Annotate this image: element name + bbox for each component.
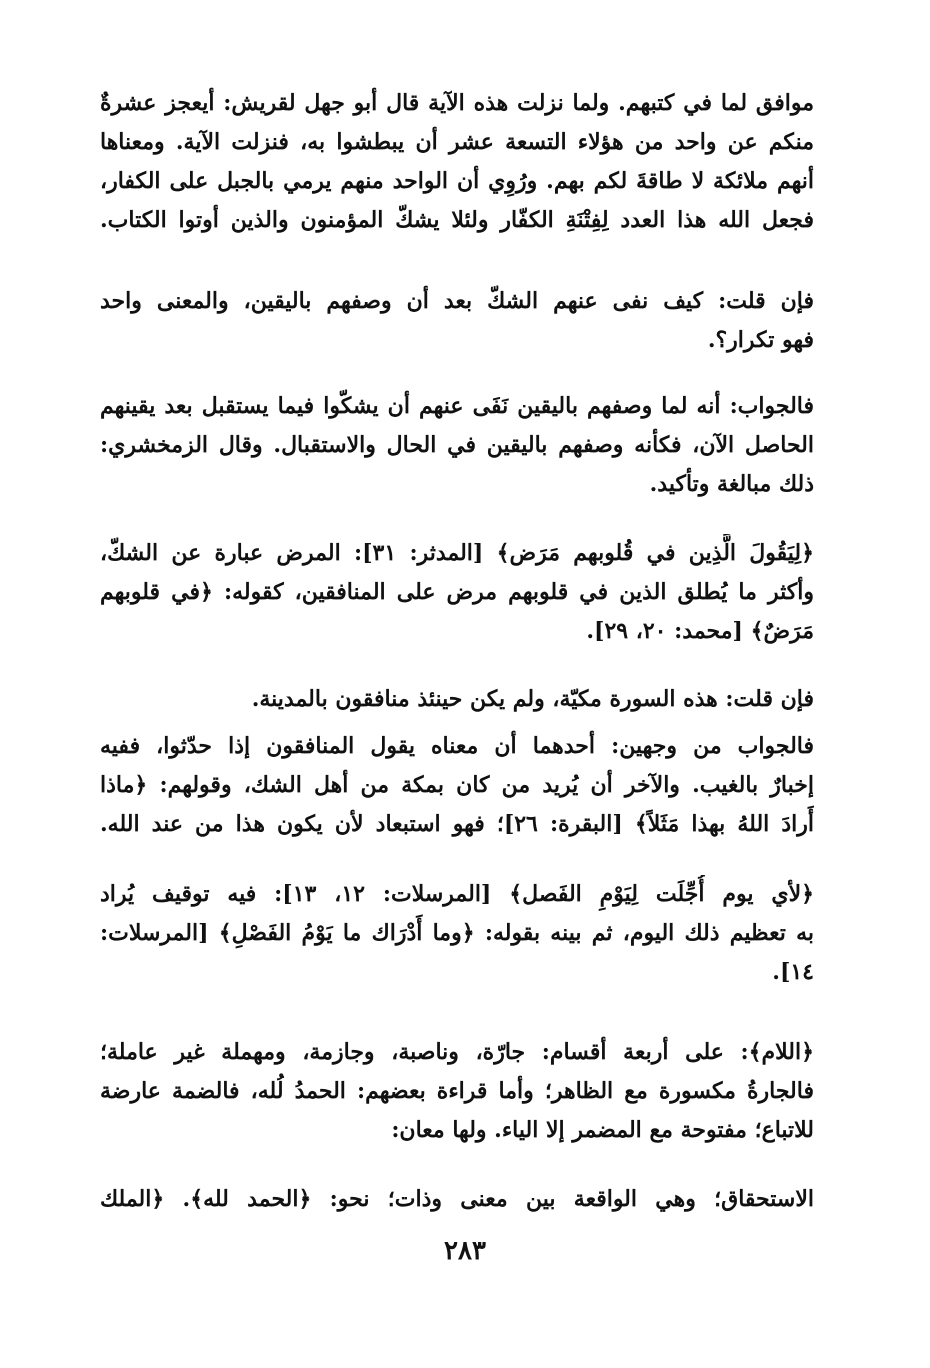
paragraph-9 [100,1180,814,1219]
page-number: ٢٨٣ [444,1236,486,1266]
text-line: إخبارٌ بالغيب. والآخر أن يُريد من كان بمكة من أهل الشك، وقولهم: ﴿ماذا [100,772,814,798]
text-line: فهو تكرار؟. [707,327,814,353]
text-line: منكم عن واحد من هؤلاء التسعة عشر أن يبطشوا به، فنزلت الآية. ومعناها [100,129,814,155]
text-line: فالجارةُ مكسورة مع الظاهر؛ وأما قراءة بعضهم: الحمدُ لُله، فالضمة عارضة [100,1078,814,1104]
text-line: أَرادَ اللهُ بهذا مَثَلاً﴾ [البقرة: ٢٦]؛ فهو استبعاد لأن يكون هذا من عند الله. [100,811,814,837]
text-line: ﴿لأي يوم أُجِّلَت لِيَوْمِ الفَصل﴾ [المرسلات: ١٢، ١٣]: فيه توقيف يُراد [100,881,814,907]
paragraph-5 [100,680,814,719]
text-line: للاتباع؛ مفتوحة مع المضمر إلا الياء. ولها معان: [391,1117,814,1143]
text-line: فالجواب من وجهين: أحدهما أن معناه يقول المنافقون إذا حدّثوا، ففيه [100,733,814,759]
paragraph-1 [100,84,814,240]
text-line: أنهم ملائكة لا طاقةَ لكم بهم. ورُوِي أن الواحد منهم يرمي بالجبل على الكفار، [100,168,814,194]
text-line: وأكثر ما يُطلق الذين في قلوبهم مرض على المنافقين، كقوله: ﴿في قلوبهم [100,579,814,605]
text-line: فالجواب: أنه لما وصفهم باليقين نَفَى عنهم أن يشكّوا فيما يستقبل بعد يقينهم [100,393,814,419]
paragraph-2 [100,282,814,360]
text-line: ﴿اللام﴾: على أربعة أقسام: جارّة، وناصبة، وجازمة، ومهملة غير عاملة؛ [100,1039,814,1065]
text-line: الاستحقاق؛ وهي الواقعة بين معنى وذات؛ نحو: ﴿الحمد لله﴾. ﴿الملك [100,1186,814,1212]
paragraph-3 [100,387,814,504]
paragraph-8 [100,1033,814,1150]
text-line: ذلك مبالغة وتأكيد. [649,471,814,497]
text-line: فإن قلت: هذه السورة مكيّة، ولم يكن حينئذ منافقون بالمدينة. [251,686,814,712]
text-line: به تعظيم ذلك اليوم، ثم بينه بقوله: ﴿وما أَدْرَاك ما يَوْمُ الفَصْلِ﴾ [المرسلات: [100,920,814,946]
text-line: الحاصل الآن، فكأنه وصفهم باليقين في الحال والاستقبال. وقال الزمخشري: [100,432,814,458]
paragraph-6 [100,727,814,844]
text-line: ١٤]. [772,959,814,985]
text-line: موافق لما في كتبهم. ولما نزلت هذه الآية قال أبو جهل لقريش: أيعجز عشرةٌ [100,90,814,116]
text-line: فإن قلت: كيف نفى عنهم الشكّ بعد أن وصفهم باليقين، والمعنى واحد [100,288,814,314]
paragraph-4 [100,534,814,651]
text-line: فجعل الله هذا العدد لِفِتْنَةِ الكفّار ولئلا يشكّ المؤمنون والذين أوتوا الكتاب. [100,207,814,233]
paragraph-7 [100,875,814,992]
text-line: ﴿لِيَقُولَ الَّذِين في قُلوبهم مَرَض﴾ [المدثر: ٣١]: المرض عبارة عن الشكّ، [100,540,814,566]
text-line: مَرَضٌ﴾ [محمد: ٢٠، ٢٩]. [586,618,814,644]
